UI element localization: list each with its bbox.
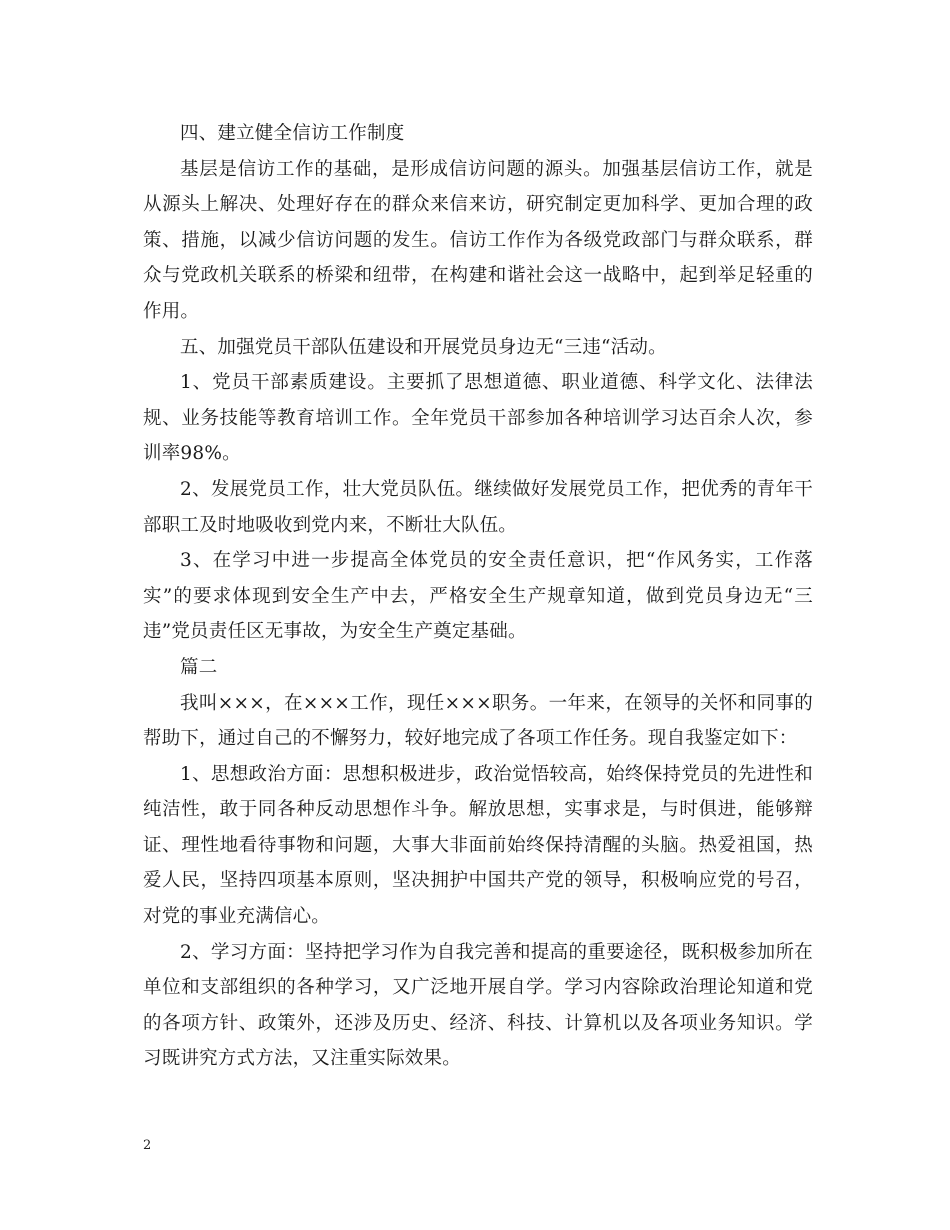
paragraph: 2、发展党员工作，壮大党员队伍。继续做好发展党员工作，把优秀的青年干部职工及时地吸收到党内来，不断壮大队伍。 [143, 478, 813, 536]
paragraph: 1、党员干部素质建设。主要抓了思想道德、职业道德、科学文化、法律法规、业务技能等教育培训工作。全年党员干部参加各种培训学习达百余人次，参训率98%。 [143, 372, 813, 465]
paragraph: 3、在学习中进一步提高全体党员的安全责任意识，把“作风务实，工作落实”的要求体现到安全生产中去，严格安全生产规章知道，做到党员身边无“三违”党员责任区无事故，为安全生产奠定基础。 [143, 550, 813, 643]
section-heading-4: 四、建立健全信访工作制度 [180, 123, 405, 144]
paragraph: 我叫×××，在×××工作，现任×××职务。一年来，在领导的关怀和同事的帮助下，通过自己的不懈努力，较好地完成了各项工作任务。现自我鉴定如下： [143, 692, 813, 750]
paragraph: 基层是信访工作的基础，是形成信访问题的源头。加强基层信访工作，就是从源头上解决、处理好存在的群众来信来访，研究制定更加科学、更加合理的政策、措施，以减少信访问题的发生。信访工作作为各级党政部门与群众联系，群众与党政机关联系的桥梁和纽带，在构建和谐社会这一战略中，起到举足轻重的作用。 [143, 158, 813, 322]
paragraph: 2、学习方面：坚持把学习作为自我完善和提高的重要途径，既积极参加所在单位和支部组织的各种学习，又广泛地开展自学。学习内容除政治理论知道和党的各项方针、政策外，还涉及历史、经济、科技、计算机以及各项业务知识。学习既讲究方式方法，又注重实际效果。 [143, 941, 813, 1070]
part-heading: 篇二 [180, 656, 218, 678]
page-number: 2 [143, 1138, 152, 1153]
section-heading-5: 五、加强党员干部队伍建设和开展党员身边无“三违“活动。 [180, 336, 667, 358]
document-body [143, 116, 813, 1077]
paragraph: 1、思想政治方面：思想积极进步，政治觉悟较高，始终保持党员的先进性和纯洁性，敢于同各种反动思想作斗争。解放思想，实事求是，与时俱进，能够辩证、理性地看待事物和问题，大事大非面前始终保持清醒的头脑。热爱祖国，热爱人民，坚持四项基本原则，坚决拥护中国共产党的领导，积极响应党的号召，对党的事业充满信心。 [143, 763, 813, 928]
